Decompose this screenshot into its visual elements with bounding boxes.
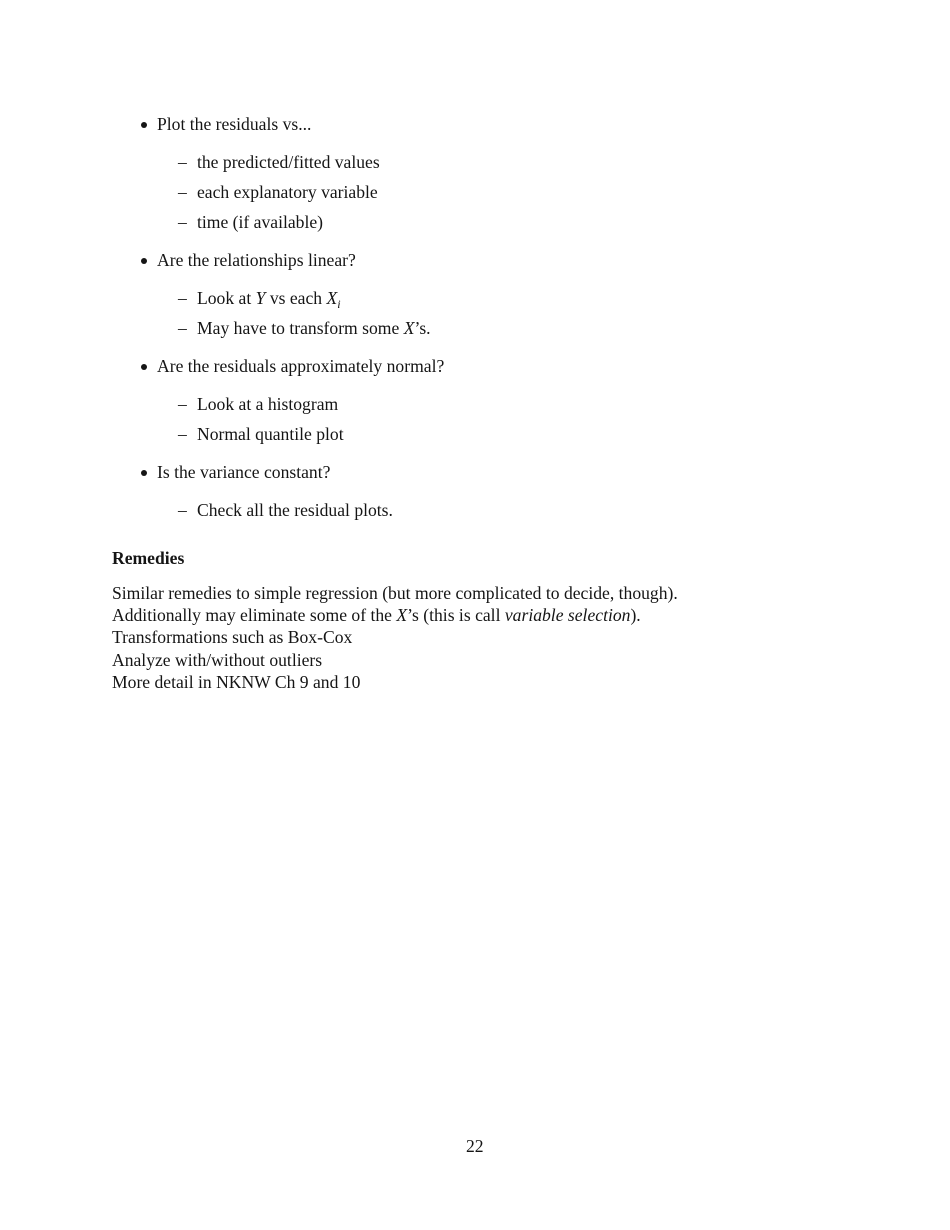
math-subscript: i — [337, 297, 341, 311]
bullet-icon — [141, 258, 147, 264]
dash-icon: – — [178, 212, 187, 232]
sub-item: Look at a histogram — [197, 394, 339, 414]
line-text: Additionally may eliminate some of the — [112, 605, 397, 625]
paragraph-line — [112, 604, 641, 626]
emphasis-text: variable selection — [504, 605, 631, 625]
sub-item: time (if available) — [197, 212, 324, 232]
bullet-item: Is the variance constant? — [157, 462, 331, 482]
paragraph-line: Analyze with/without outliers — [112, 650, 323, 670]
dash-icon: – — [178, 424, 187, 444]
line-text: ’s (this is call — [407, 605, 505, 625]
sub-item — [197, 317, 431, 339]
sub-item-text: vs each — [265, 288, 327, 308]
dash-icon: – — [178, 152, 187, 172]
paragraph-line: More detail in NKNW Ch 9 and 10 — [112, 672, 361, 692]
dash-icon: – — [178, 394, 187, 414]
line-text: ). — [630, 605, 641, 625]
math-variable-y: Y — [255, 288, 266, 308]
bullet-item: Are the residuals approximately normal? — [157, 356, 445, 376]
bullet-icon — [141, 122, 147, 128]
dash-icon: – — [178, 288, 187, 308]
section-heading: Remedies — [112, 548, 185, 568]
bullet-icon — [141, 470, 147, 476]
sub-item: each explanatory variable — [197, 182, 378, 202]
sub-item-text: ’s. — [414, 318, 431, 338]
sub-item — [197, 287, 341, 311]
bullet-icon — [141, 364, 147, 370]
math-variable-x: X — [403, 318, 415, 338]
sub-item: Normal quantile plot — [197, 424, 344, 444]
bullet-item: Plot the residuals vs... — [157, 114, 312, 134]
paragraph-line: Similar remedies to simple regression (but more complicated to decide, though). — [112, 583, 678, 603]
sub-item-text: Look at — [197, 288, 256, 308]
bullet-item: Are the relationships linear? — [157, 250, 356, 270]
math-variable-x: X — [396, 605, 408, 625]
math-variable-x: X — [326, 288, 338, 308]
sub-item: the predicted/fitted values — [197, 152, 380, 172]
page-number: 22 — [466, 1136, 484, 1156]
sub-item: Check all the residual plots. — [197, 500, 393, 520]
dash-icon: – — [178, 182, 187, 202]
paragraph-line: Transformations such as Box-Cox — [112, 627, 353, 647]
sub-item-text: May have to transform some — [197, 318, 404, 338]
dash-icon: – — [178, 500, 187, 520]
dash-icon: – — [178, 318, 187, 338]
